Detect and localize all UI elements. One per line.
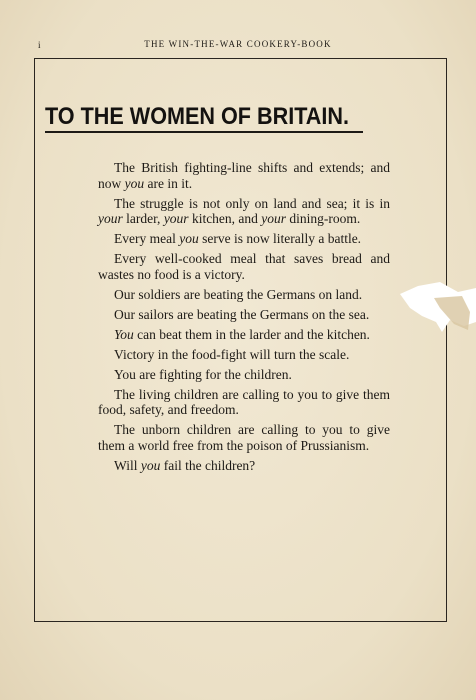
page-number: i (38, 40, 41, 50)
page-title: TO THE WOMEN OF BRITAIN. (45, 103, 349, 130)
paragraph: Every meal you serve is now literally a battle. (114, 231, 362, 246)
paragraph: You can beat them in the larder and the kitchen. (114, 326, 370, 342)
paragraph: Will you fail the children? (114, 457, 256, 473)
page-tear (400, 282, 476, 342)
paragraph: The struggle is not only on land and sea; it is in your larder, your kitchen, and your dining-room. (98, 195, 390, 226)
paragraph: Every well-cooked meal that saves bread and wastes no food is a victory. (98, 251, 390, 282)
paragraph: Our sailors are beating the Germans on the sea. (114, 306, 370, 322)
paragraph: The unborn children are calling to you to give them a world free from the poison of Prussianism. (98, 422, 390, 453)
paragraph: The living children are calling to you to give them food, safety, and freedom. (98, 386, 390, 417)
body-text (98, 160, 390, 478)
title-underline (45, 131, 363, 133)
paragraph: Our soldiers are beating the Germans on land. (114, 286, 363, 302)
running-head: THE WIN-THE-WAR COOKERY-BOOK (144, 39, 332, 49)
paragraph: The British fighting-line shifts and extends; and now you are in it. (98, 160, 390, 191)
paragraph: You are fighting for the children. (114, 366, 292, 382)
paragraph: Victory in the food-fight will turn the scale. (114, 346, 350, 362)
